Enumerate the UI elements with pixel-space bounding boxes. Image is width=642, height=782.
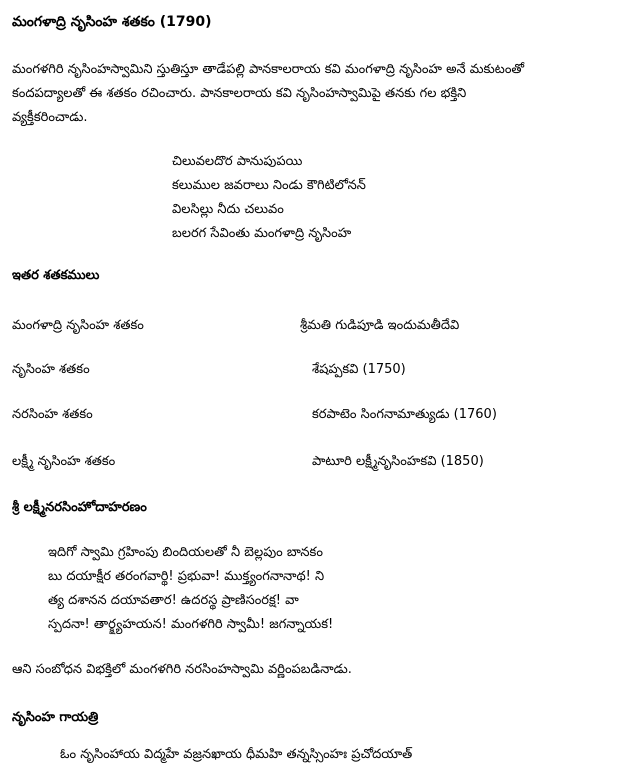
gayatri-mantra: ఓం నృసింహాయ విద్మహే వజ్రనఖాయ ధీమహి తన్నస్సింహః ప్రచోదయాత్ [60, 747, 413, 762]
poem2-line-3: త్య దశానన దయావతార! ఉదరస్థ ప్రాణిసంరక్ష! వా [48, 593, 299, 608]
other-satakam-name-1: మంగళాద్రి నృసింహ శతకం [12, 318, 144, 333]
address-line: ఆని సంబోధన విభక్తిలో మంగళగిరి నరసింహస్వామి వర్ణింపబడినాడు. [12, 662, 352, 677]
intro-line-2: కందపద్యాలతో ఈ శతకం రచించారు. పానకాలరాయ కవి నృసింహస్వామిపై తనకు గల భక్తిని [12, 86, 467, 101]
gayatri-heading: నృసింహ గాయత్రి [12, 710, 99, 725]
other-satakam-author-2: శేషప్పకవి (1750) [312, 362, 406, 377]
poem1-line-1: చిలువలదొర పానుపుపయి [172, 154, 303, 169]
other-satakam-name-3: నరసింహ శతకం [12, 407, 93, 422]
poem1-line-4: బలరగ సేవింతు మంగళాద్రి నృసింహ [172, 226, 352, 241]
intro-line-3: వ్యక్తీకరించాడు. [12, 110, 88, 125]
other-satakam-name-2: నృసింహ శతకం [12, 362, 90, 377]
other-satakam-author-4: పాటూరి లక్ష్మీనృసింహకవి (1850) [312, 454, 484, 469]
poem1-line-3: విలసిల్లు నీదు చలువం [172, 202, 284, 217]
poem2-line-4: స్పదనా! తార్క్ష్యహయన! మంగళగిరి స్వామీ! జగన్నాయక! [48, 617, 334, 632]
poem1-line-2: కలుముల జవరాలు నిండు కౌగిటిలోనన్ [172, 178, 366, 193]
intro-line-1: మంగళగిరి నృసింహస్వామిని స్తుతిస్తూ తాడేపల్లి పానకాలరాయ కవి మంగళాద్రి నృసింహ అనే మకుటంతో [12, 62, 525, 77]
poem2-line-2: బు దయాక్షీర తరంగవార్థి! ప్రభువా! ముక్త్యంగనానాథ! ని [48, 569, 325, 584]
other-satakam-author-3: కరపాటెం సింగనామాత్యుడు (1760) [312, 407, 497, 422]
others-heading: ఇతర శతకములు [12, 268, 100, 283]
page-title: మంగళాద్రి నృసింహ శతకం (1790) [12, 14, 212, 30]
other-satakam-author-1: శ్రీమతి గుడిపూడి ఇందుమతీదేవి [300, 318, 460, 333]
example-heading: శ్రీ లక్ష్మీనరసింహోదాహరణం [12, 500, 147, 515]
poem2-line-1: ఇదిగో స్వామి గ్రహింపు బిందియలతో నీ బెల్లపుం బానకం [48, 545, 323, 560]
other-satakam-name-4: లక్ష్మీ నృసింహ శతకం [12, 454, 116, 469]
